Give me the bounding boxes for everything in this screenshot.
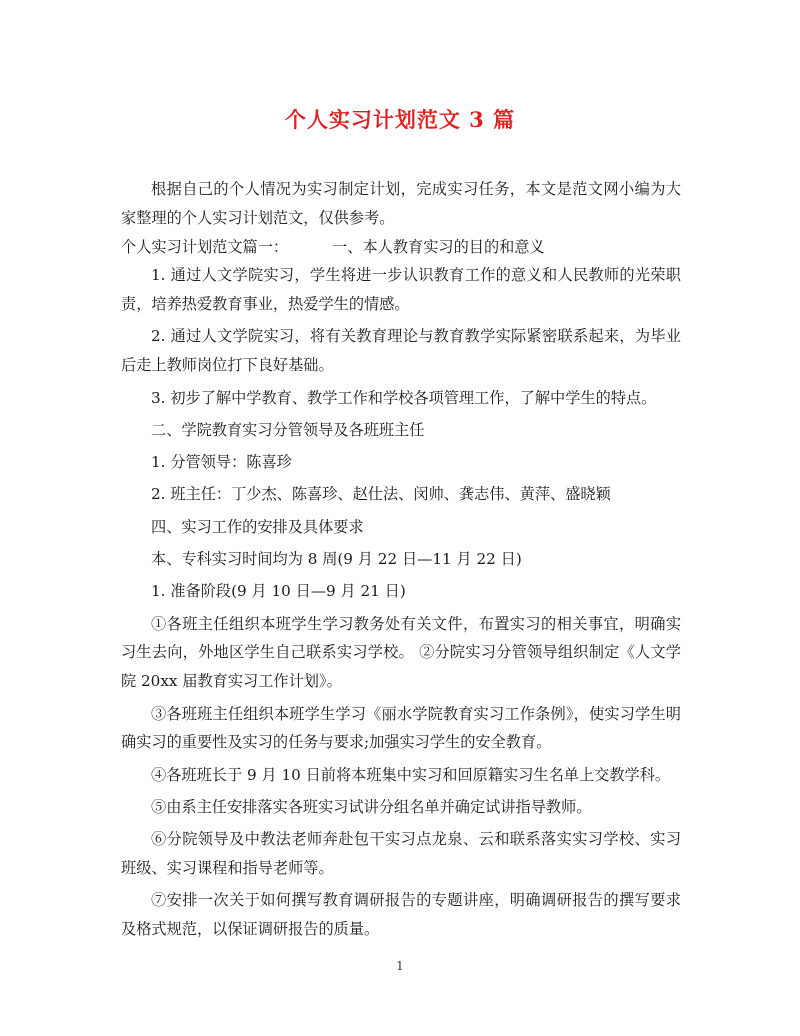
paragraph-6: 2. 班主任：丁少杰、陈喜珍、赵仕法、闵帅、龚志伟、黄萍、盛晓颖 [151,485,611,504]
paragraph-14: ⑥分院领导及中教法老师奔赴包干实习点龙泉、云和联系落实实习学校、实习班级、实习课程和指导老师等。 [121,830,681,878]
paragraph-9: 1. 准备阶段(9 月 10 日—9 月 21 日) [151,582,406,601]
paragraph-2: 2. 通过人文学院实习，将有关教育理论与教育教学实际紧密联系起来，为毕业后走上教师岗位打下良好基础。 [121,327,681,375]
paragraph-13: ⑤由系主任安排落实各班实习试讲分组名单并确定试讲指导教师。 [151,797,592,816]
section-line [121,233,681,262]
document-body [121,175,681,944]
paragraph-3: 3. 初步了解中学教育、教学工作和学校各项管理工作，了解中学生的特点。 [151,388,657,407]
paragraph-10: ①各班主任组织本班学生学习教务处有关文件，布置实习的相关事宜，明确实习生去向，外地区学生自己联系实习学校。 ②分院实习分管领导组织制定《人文学院 20xx 届教育实习工作计划》。 [121,614,681,691]
page-number: 1 [396,959,404,973]
paragraph-8: 本、专科实习时间均为 8 周(9 月 22 日—11 月 22 日) [151,550,522,569]
intro-paragraph: 根据自己的个人情况为实习制定计划，完成实习任务，本文是范文网小编为大家整理的个人实习计划范文，仅供参考。 [121,180,681,227]
paragraph-4: 二、学院教育实习分管领导及各班班主任 [151,420,425,439]
section-label: 个人实习计划范文篇一： [121,237,289,256]
paragraph-5: 1. 分管领导：陈喜珍 [151,453,292,472]
document-title: 个人实习计划范文 3 篇 [284,107,516,132]
paragraph-15: ⑦安排一次关于如何撰写教育调研报告的专题讲座，明确调研报告的撰写要求及格式规范，以保证调研报告的质量。 [121,891,681,939]
paragraph-7: 四、实习工作的安排及具体要求 [151,517,364,536]
paragraph-1: 1. 通过人文学院实习，学生将进一步认识教育工作的意义和人民教师的光荣职责，培养热爱教育事业，热爱学生的情感。 [121,266,681,314]
paragraph-12: ④各班班长于 9 月 10 日前将本班集中实习和回原籍实习生名单上交教学科。 [151,765,671,784]
paragraph-11: ③各班班主任组织本班学生学习《丽水学院教育实习工作条例》，使实习学生明确实习的重要性及实习的任务与要求;加强实习学生的安全教育。 [121,704,681,752]
section-heading: 一、本人教育实习的目的和意义 [332,237,545,256]
